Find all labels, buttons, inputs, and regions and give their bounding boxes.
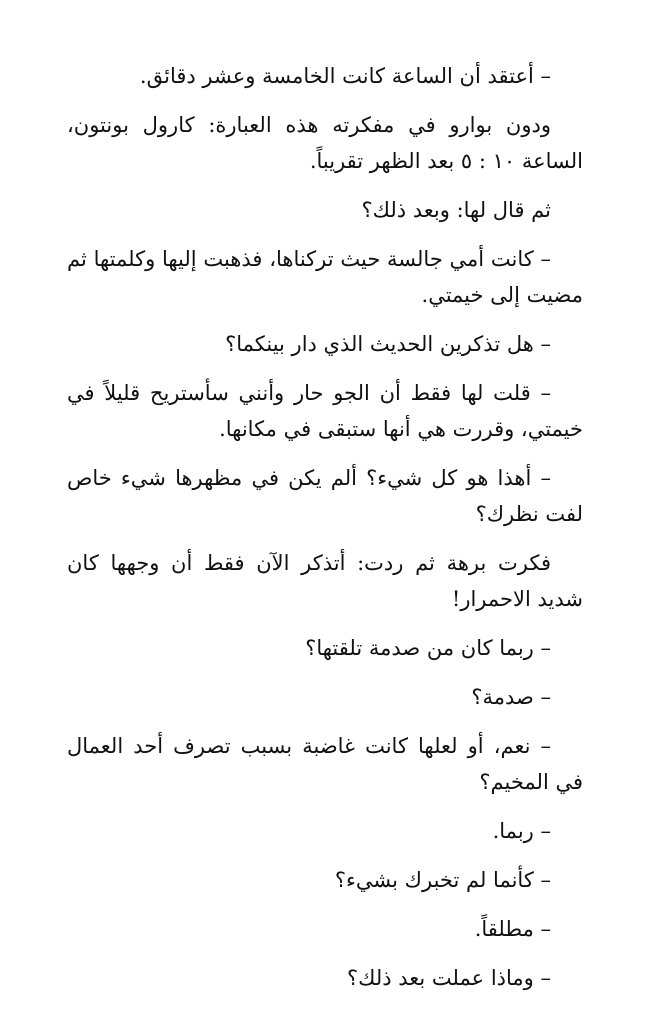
page-text [67,58,583,1009]
paragraph-8: فكرت برهة ثم ردت: أتذكر الآن فقط أن وجهها كان شديد الاحمرار! [67,551,583,611]
paragraph-7: – أهذا هو كل شيء؟ ألم يكن في مظهرها شيء خاص لفت نظرك؟ [67,466,583,526]
paragraph-2: ودون بوارو في مفكرته هذه العبارة: كارول بونتون، الساعة ١٠ : ٥ بعد الظهر تقريباً. [67,113,583,173]
paragraph-10: – صدمة؟ [471,685,551,709]
paragraph-15: – وماذا عملت بعد ذلك؟ [346,966,551,990]
paragraph-1: – أعتقد أن الساعة كانت الخامسة وعشر دقائق. [139,64,551,88]
paragraph-6: – قلت لها فقط أن الجو حار وأنني سأستريح قليلاً في خيمتي، وقررت هي أنها ستبقى في مكانها. [67,381,583,441]
paragraph-3: ثم قال لها: وبعد ذلك؟ [361,198,551,222]
paragraph-4: – كانت أمي جالسة حيث تركناها، فذهبت إليها وكلمتها ثم مضيت إلى خيمتي. [67,247,583,307]
paragraph-9: – ربما كان من صدمة تلقتها؟ [305,636,551,660]
paragraph-14: – مطلقاً. [474,917,551,941]
paragraph-12: – ربما. [492,819,551,843]
paragraph-13: – كأنما لم تخبرك بشيء؟ [334,868,551,892]
paragraph-5: – هل تذكرين الحديث الذي دار بينكما؟ [225,332,551,356]
paragraph-11: – نعم، أو لعلها كانت غاضبة بسبب تصرف أحد العمال في المخيم؟ [67,734,583,794]
